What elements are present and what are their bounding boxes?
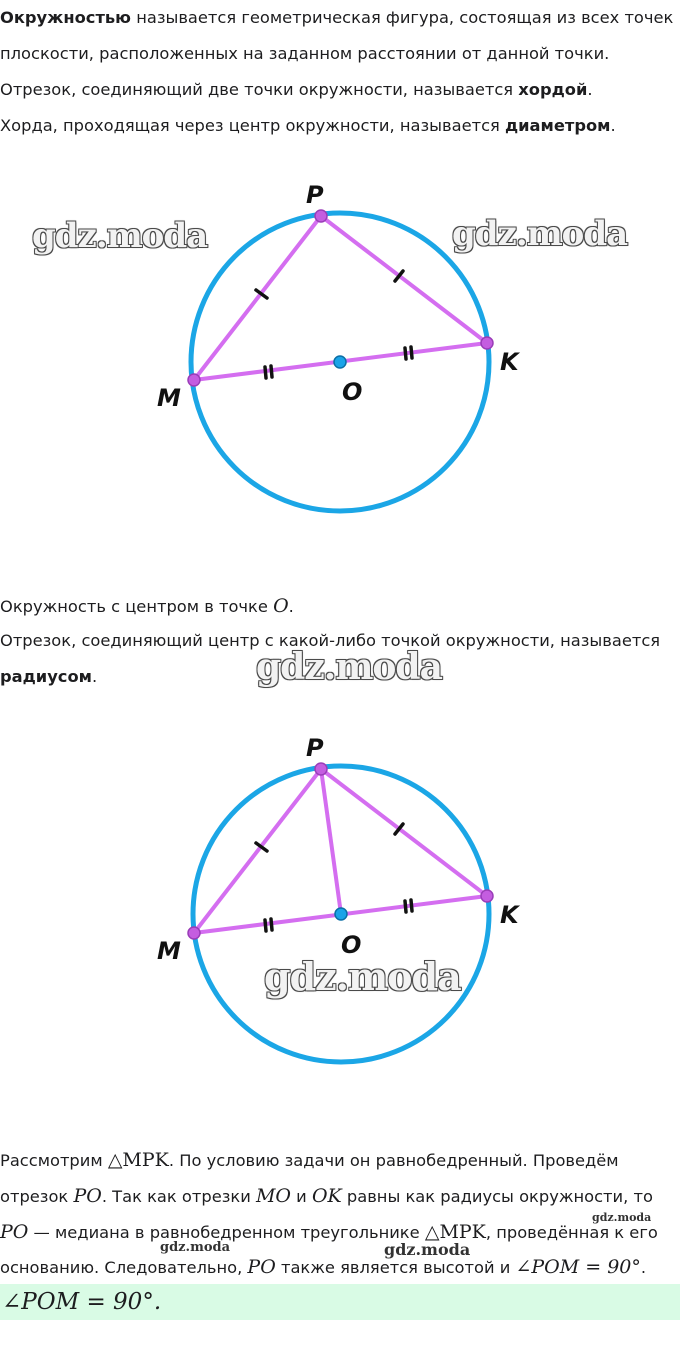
term-chord: хордой — [518, 80, 588, 99]
watermark-logo: gdz.moda — [384, 1240, 471, 1259]
watermark-logo: gdz.moda — [592, 1211, 652, 1224]
text-span: . По условию задачи он равнобедренный. Проведём — [168, 1151, 619, 1170]
math-triangle: △MPK — [107, 1149, 169, 1171]
answer-box — [0, 1284, 680, 1320]
math-ok: OK — [311, 1185, 342, 1207]
point-p — [315, 763, 327, 775]
definition-circle-line2: плоскости, расположенных на заданном расстоянии от данной точки. — [0, 44, 610, 63]
watermark-logo: gdz.moda — [32, 216, 208, 256]
point-o — [334, 356, 346, 368]
label-k: K — [500, 901, 519, 929]
point-m — [188, 927, 200, 939]
watermark-logo: gdz.moda — [452, 214, 628, 254]
definition-chord — [0, 72, 676, 108]
label-p: P — [306, 734, 324, 762]
figure-chord-diameter — [0, 150, 680, 570]
label-m: M — [157, 937, 181, 965]
text-span: основанию. Следовательно, — [0, 1258, 248, 1277]
math-o: O — [273, 595, 289, 617]
text-span: . — [610, 116, 616, 135]
text-span: — медиана в равнобедренном треугольнике — [28, 1223, 425, 1242]
watermark-logo: gdz.moda — [160, 1240, 231, 1255]
text-span: Рассмотрим — [0, 1151, 108, 1170]
label-o: O — [341, 931, 362, 959]
text-span: отрезок — [0, 1187, 74, 1206]
watermark-logo: gdz.moda — [256, 646, 442, 688]
text-span: называется геометрическая фигура, состоящая из всех точек — [131, 8, 674, 27]
point-k — [481, 890, 493, 902]
segment-po — [321, 769, 341, 914]
term-diameter: диаметром — [505, 116, 611, 135]
label-p: P — [306, 181, 324, 209]
math-angle: ∠POM = 90° — [515, 1256, 641, 1278]
math-po: PO — [0, 1221, 29, 1243]
solution-line3 — [0, 1214, 676, 1251]
math-mo: MO — [255, 1185, 291, 1207]
watermark-logo: gdz.moda — [264, 954, 461, 999]
text-span: Отрезок, соединяющий две точки окружности, называется — [0, 80, 519, 99]
solution-line1 — [0, 1142, 676, 1179]
solution-line2 — [0, 1178, 676, 1215]
definition-radius-line1: Отрезок, соединяющий центр с какой-либо точкой окружности, называется — [0, 631, 661, 650]
text-span: . — [288, 597, 294, 616]
text-span: . — [587, 80, 593, 99]
label-o: O — [342, 378, 363, 406]
definition-circle-line1 — [0, 0, 676, 36]
math-triangle: △MPK — [424, 1221, 486, 1243]
figure-caption — [0, 588, 676, 625]
text-span: , проведённая к его — [485, 1223, 658, 1242]
figure-median — [0, 720, 680, 1100]
text-span: . — [91, 667, 98, 686]
label-k: K — [500, 348, 519, 376]
definition-diameter — [0, 108, 676, 144]
text-span: Хорда, проходящая через центр окружности, называется — [0, 116, 505, 135]
text-span: . Так как отрезки — [101, 1187, 256, 1206]
point-k — [481, 337, 493, 349]
math-po: PO — [247, 1256, 276, 1278]
term-radius: радиусом — [0, 667, 92, 686]
answer-text: ∠POM = 90°. — [2, 1289, 162, 1315]
math-po: PO — [73, 1185, 102, 1207]
text-span: также является высотой и — [275, 1258, 516, 1277]
term-circle: Окружностью — [0, 8, 132, 27]
point-p — [315, 210, 327, 222]
point-o — [335, 908, 347, 920]
point-m — [188, 374, 200, 386]
text-span: Окружность с центром в точке — [0, 597, 274, 616]
text-span: . — [640, 1258, 647, 1277]
solution-line4 — [0, 1249, 676, 1286]
label-m: M — [157, 384, 181, 412]
text-span: и — [291, 1187, 312, 1206]
text-span: равны как радиусы окружности, то — [341, 1187, 653, 1206]
